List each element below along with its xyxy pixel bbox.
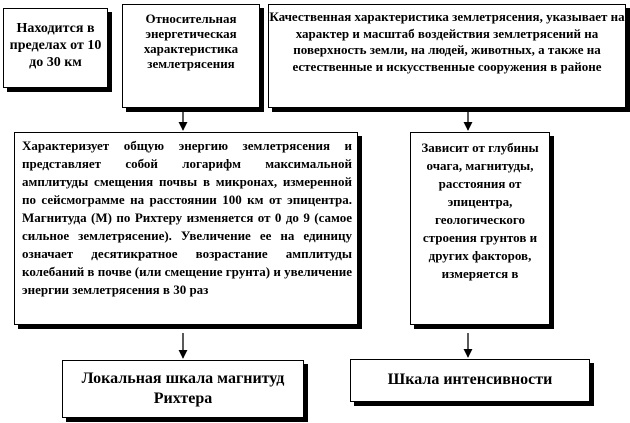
quality-characteristic-text: Качественная характеристика землетрясения, указывает на характер и масштаб воздействия землетрясений на поверхность земли, на людей, животных, а также на естественные и искусственные сооружения в районе [269, 9, 625, 74]
quality-characteristic-box [268, 4, 626, 108]
energy-description-box [14, 132, 358, 325]
intensity-scale-text: Шкала интенсивности [387, 371, 553, 388]
relative-energy-box [122, 4, 260, 108]
intensity-factors-text: Зависит от глубины очага, магнитуды, расстояния от эпицентра, геологического строения грунтов и других факторов, измеряется в [421, 140, 539, 281]
richter-scale-text: Локальная шкала магнитуд Рихтера [81, 370, 285, 407]
intensity-factors-box [410, 132, 550, 325]
energy-description-text: Характеризует общую энергию землетрясения и представляет собой логарифм максимальной амплитуды смещения почвы в микронах, измеренной по сейсмограмме на расстоянии 100 км от эпицентра. Магнитуда (М) по Рихтеру изменяется от 0 до 9 (самое сильное землетрясение). Увеличение ее на единицу означает десятикратное возрастание амплитуды колебаний в почве (или смещение грунта) и увеличение энергии землетрясения в 30 раз [22, 138, 352, 297]
range-box [3, 8, 108, 88]
range-text: Находится в пределах от 10 до 30 км [9, 21, 102, 70]
intensity-scale-box [350, 359, 590, 402]
relative-energy-text: Относительная энергетическая характеристика землетрясения [143, 11, 239, 71]
richter-scale-box [62, 360, 304, 418]
